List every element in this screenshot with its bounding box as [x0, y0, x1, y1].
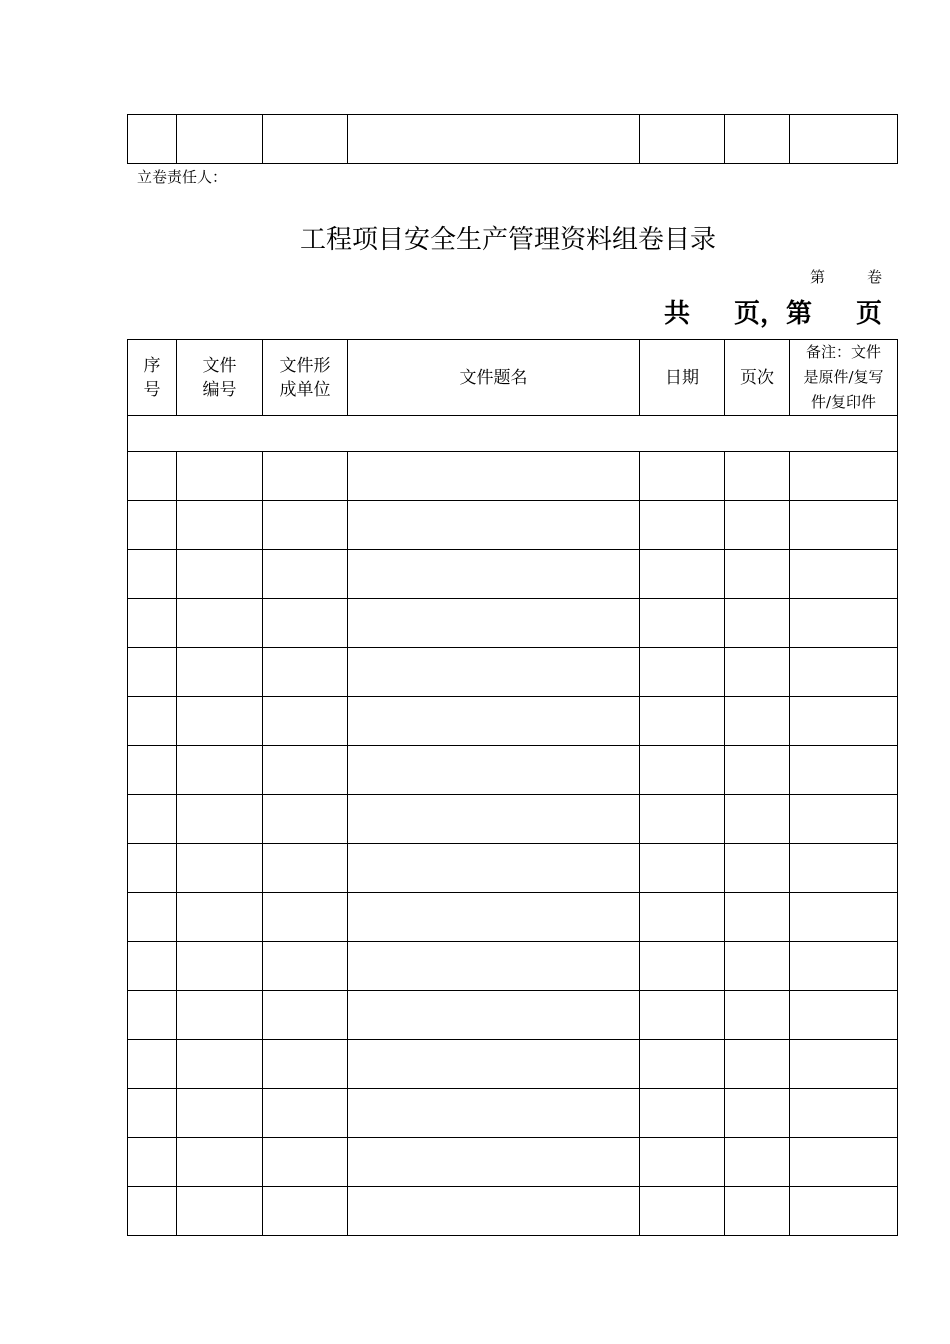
- cell-unit[interactable]: [263, 893, 348, 942]
- table-row: [128, 1187, 898, 1236]
- cell-doc-title[interactable]: [348, 648, 640, 697]
- cell-seq[interactable]: [128, 599, 177, 648]
- cell-doc-no[interactable]: [177, 746, 263, 795]
- cell-unit[interactable]: [263, 1040, 348, 1089]
- cell-seq[interactable]: [128, 550, 177, 599]
- page-unit: 页，: [733, 299, 786, 329]
- current-prefix: 第: [785, 299, 812, 329]
- cell-unit[interactable]: [263, 991, 348, 1040]
- cell-doc-no[interactable]: [177, 893, 263, 942]
- table-row: [128, 697, 898, 746]
- cell-doc-title[interactable]: [348, 550, 640, 599]
- cell-seq[interactable]: [128, 746, 177, 795]
- page-count: [664, 296, 882, 332]
- cell-doc-title[interactable]: [348, 1138, 640, 1187]
- cell-remark[interactable]: [790, 1187, 898, 1236]
- cell-remark[interactable]: [790, 991, 898, 1040]
- cell-doc-title[interactable]: [348, 452, 640, 501]
- volume-prefix: 第: [809, 268, 825, 286]
- cell-remark[interactable]: [790, 697, 898, 746]
- table-header-row: [128, 340, 898, 416]
- cell-seq[interactable]: [128, 991, 177, 1040]
- cell-unit[interactable]: [263, 452, 348, 501]
- table-cell[interactable]: [128, 115, 177, 164]
- table-cell[interactable]: [790, 115, 898, 164]
- cell-doc-title[interactable]: [348, 1187, 640, 1236]
- cell-remark[interactable]: [790, 550, 898, 599]
- header-pages: 页次: [725, 340, 790, 416]
- cell-doc-no[interactable]: [177, 501, 263, 550]
- table-row: [128, 844, 898, 893]
- cell-seq[interactable]: [128, 452, 177, 501]
- table-cell[interactable]: [725, 115, 790, 164]
- cell-pages[interactable]: [725, 1040, 790, 1089]
- previous-page-table-fragment: [127, 114, 898, 164]
- table-row: [128, 991, 898, 1040]
- cell-doc-no[interactable]: [177, 452, 263, 501]
- table-row: [128, 893, 898, 942]
- table-row: [128, 599, 898, 648]
- cell-pages[interactable]: [725, 1187, 790, 1236]
- volume-number: [810, 266, 882, 288]
- cell-doc-no[interactable]: [177, 1040, 263, 1089]
- cell-date[interactable]: [640, 844, 725, 893]
- cell-pages[interactable]: [725, 844, 790, 893]
- cell-doc-no[interactable]: [177, 1187, 263, 1236]
- header-date: 日期: [640, 340, 725, 416]
- cell-doc-title[interactable]: [348, 1089, 640, 1138]
- cell-seq[interactable]: [128, 1187, 177, 1236]
- cell-doc-title[interactable]: [348, 599, 640, 648]
- cell-date[interactable]: [640, 942, 725, 991]
- total-prefix: 共: [663, 299, 690, 329]
- cell-pages[interactable]: [725, 1138, 790, 1187]
- cell-date[interactable]: [640, 550, 725, 599]
- cell-date[interactable]: [640, 795, 725, 844]
- header-remark: 备注：文件 是原件/复写 件/复印件: [790, 340, 898, 416]
- cell-date[interactable]: [640, 1040, 725, 1089]
- table-row: [128, 746, 898, 795]
- cell-remark[interactable]: [790, 746, 898, 795]
- table-row: [128, 501, 898, 550]
- cell-unit[interactable]: [263, 1187, 348, 1236]
- volume-suffix: 卷: [866, 268, 882, 286]
- cell-doc-no[interactable]: [177, 550, 263, 599]
- cell-pages[interactable]: [725, 795, 790, 844]
- cell-seq[interactable]: [128, 1138, 177, 1187]
- cell-pages[interactable]: [725, 942, 790, 991]
- cell-date[interactable]: [640, 599, 725, 648]
- cell-date[interactable]: [640, 1187, 725, 1236]
- cell-date[interactable]: [640, 893, 725, 942]
- section-band-cell[interactable]: [128, 416, 898, 452]
- header-doc-no: 文件 编号: [177, 340, 263, 416]
- cell-pages[interactable]: [725, 1089, 790, 1138]
- cell-doc-title[interactable]: [348, 746, 640, 795]
- cell-remark[interactable]: [790, 648, 898, 697]
- cell-pages[interactable]: [725, 991, 790, 1040]
- cell-date[interactable]: [640, 697, 725, 746]
- cell-seq[interactable]: [128, 1040, 177, 1089]
- cell-doc-title[interactable]: [348, 844, 640, 893]
- cell-doc-no[interactable]: [177, 1138, 263, 1187]
- cell-remark[interactable]: [790, 795, 898, 844]
- cell-seq[interactable]: [128, 844, 177, 893]
- cell-doc-no[interactable]: [177, 697, 263, 746]
- cell-seq[interactable]: [128, 1089, 177, 1138]
- cell-pages[interactable]: [725, 452, 790, 501]
- cell-doc-no[interactable]: [177, 844, 263, 893]
- cell-doc-title[interactable]: [348, 991, 640, 1040]
- page-unit-end: 页: [855, 299, 882, 329]
- section-band-row: [128, 416, 898, 452]
- table-row: [128, 1040, 898, 1089]
- table-cell[interactable]: [348, 115, 640, 164]
- cell-seq[interactable]: [128, 942, 177, 991]
- cell-pages[interactable]: [725, 501, 790, 550]
- cell-pages[interactable]: [725, 746, 790, 795]
- cell-date[interactable]: [640, 746, 725, 795]
- cell-unit[interactable]: [263, 1089, 348, 1138]
- cell-date[interactable]: [640, 991, 725, 1040]
- cell-unit[interactable]: [263, 599, 348, 648]
- cell-doc-title[interactable]: [348, 501, 640, 550]
- cell-remark[interactable]: [790, 1089, 898, 1138]
- cell-doc-no[interactable]: [177, 599, 263, 648]
- cell-date[interactable]: [640, 648, 725, 697]
- table-cell[interactable]: [263, 115, 348, 164]
- table-row: [128, 550, 898, 599]
- cell-doc-no[interactable]: [177, 991, 263, 1040]
- header-seq: 序 号: [128, 340, 177, 416]
- cell-seq[interactable]: [128, 501, 177, 550]
- cell-doc-title[interactable]: [348, 697, 640, 746]
- table-row: [128, 115, 898, 164]
- cell-remark[interactable]: [790, 1138, 898, 1187]
- cell-unit[interactable]: [263, 648, 348, 697]
- table-row: [128, 795, 898, 844]
- cell-doc-title[interactable]: [348, 795, 640, 844]
- cell-remark[interactable]: [790, 942, 898, 991]
- cell-unit[interactable]: [263, 550, 348, 599]
- cell-unit[interactable]: [263, 1138, 348, 1187]
- header-doc-title: 文件题名: [348, 340, 640, 416]
- table-row: [128, 1138, 898, 1187]
- header-unit: 文件形 成单位: [263, 340, 348, 416]
- cell-doc-no[interactable]: [177, 648, 263, 697]
- cell-seq[interactable]: [128, 893, 177, 942]
- catalog-table: [127, 339, 898, 1236]
- page-title: 工程项目安全生产管理资料组卷目录: [299, 225, 716, 255]
- cell-date[interactable]: [640, 1089, 725, 1138]
- cell-remark[interactable]: [790, 599, 898, 648]
- table-cell[interactable]: [640, 115, 725, 164]
- table-row: [128, 1089, 898, 1138]
- cell-unit[interactable]: [263, 795, 348, 844]
- cell-remark[interactable]: [790, 893, 898, 942]
- cell-date[interactable]: [640, 1138, 725, 1187]
- cell-doc-title[interactable]: [348, 1040, 640, 1089]
- cell-doc-no[interactable]: [177, 795, 263, 844]
- cell-date[interactable]: [640, 452, 725, 501]
- cell-doc-no[interactable]: [177, 1089, 263, 1138]
- cell-doc-title[interactable]: [348, 942, 640, 991]
- cell-unit[interactable]: [263, 697, 348, 746]
- cell-pages[interactable]: [725, 599, 790, 648]
- cell-seq[interactable]: [128, 648, 177, 697]
- table-row: [128, 648, 898, 697]
- table-row: [128, 452, 898, 501]
- cell-pages[interactable]: [725, 550, 790, 599]
- cell-seq[interactable]: [128, 697, 177, 746]
- compiler-label: 立卷责任人：: [137, 168, 228, 186]
- cell-date[interactable]: [640, 501, 725, 550]
- cell-remark[interactable]: [790, 844, 898, 893]
- cell-doc-title[interactable]: [348, 893, 640, 942]
- cell-unit[interactable]: [263, 501, 348, 550]
- cell-remark[interactable]: [790, 452, 898, 501]
- cell-doc-no[interactable]: [177, 942, 263, 991]
- table-cell[interactable]: [177, 115, 263, 164]
- cell-remark[interactable]: [790, 1040, 898, 1089]
- cell-remark[interactable]: [790, 501, 898, 550]
- cell-unit[interactable]: [263, 942, 348, 991]
- cell-seq[interactable]: [128, 795, 177, 844]
- cell-pages[interactable]: [725, 697, 790, 746]
- table-row: [128, 942, 898, 991]
- cell-pages[interactable]: [725, 648, 790, 697]
- cell-unit[interactable]: [263, 844, 348, 893]
- cell-pages[interactable]: [725, 893, 790, 942]
- cell-unit[interactable]: [263, 746, 348, 795]
